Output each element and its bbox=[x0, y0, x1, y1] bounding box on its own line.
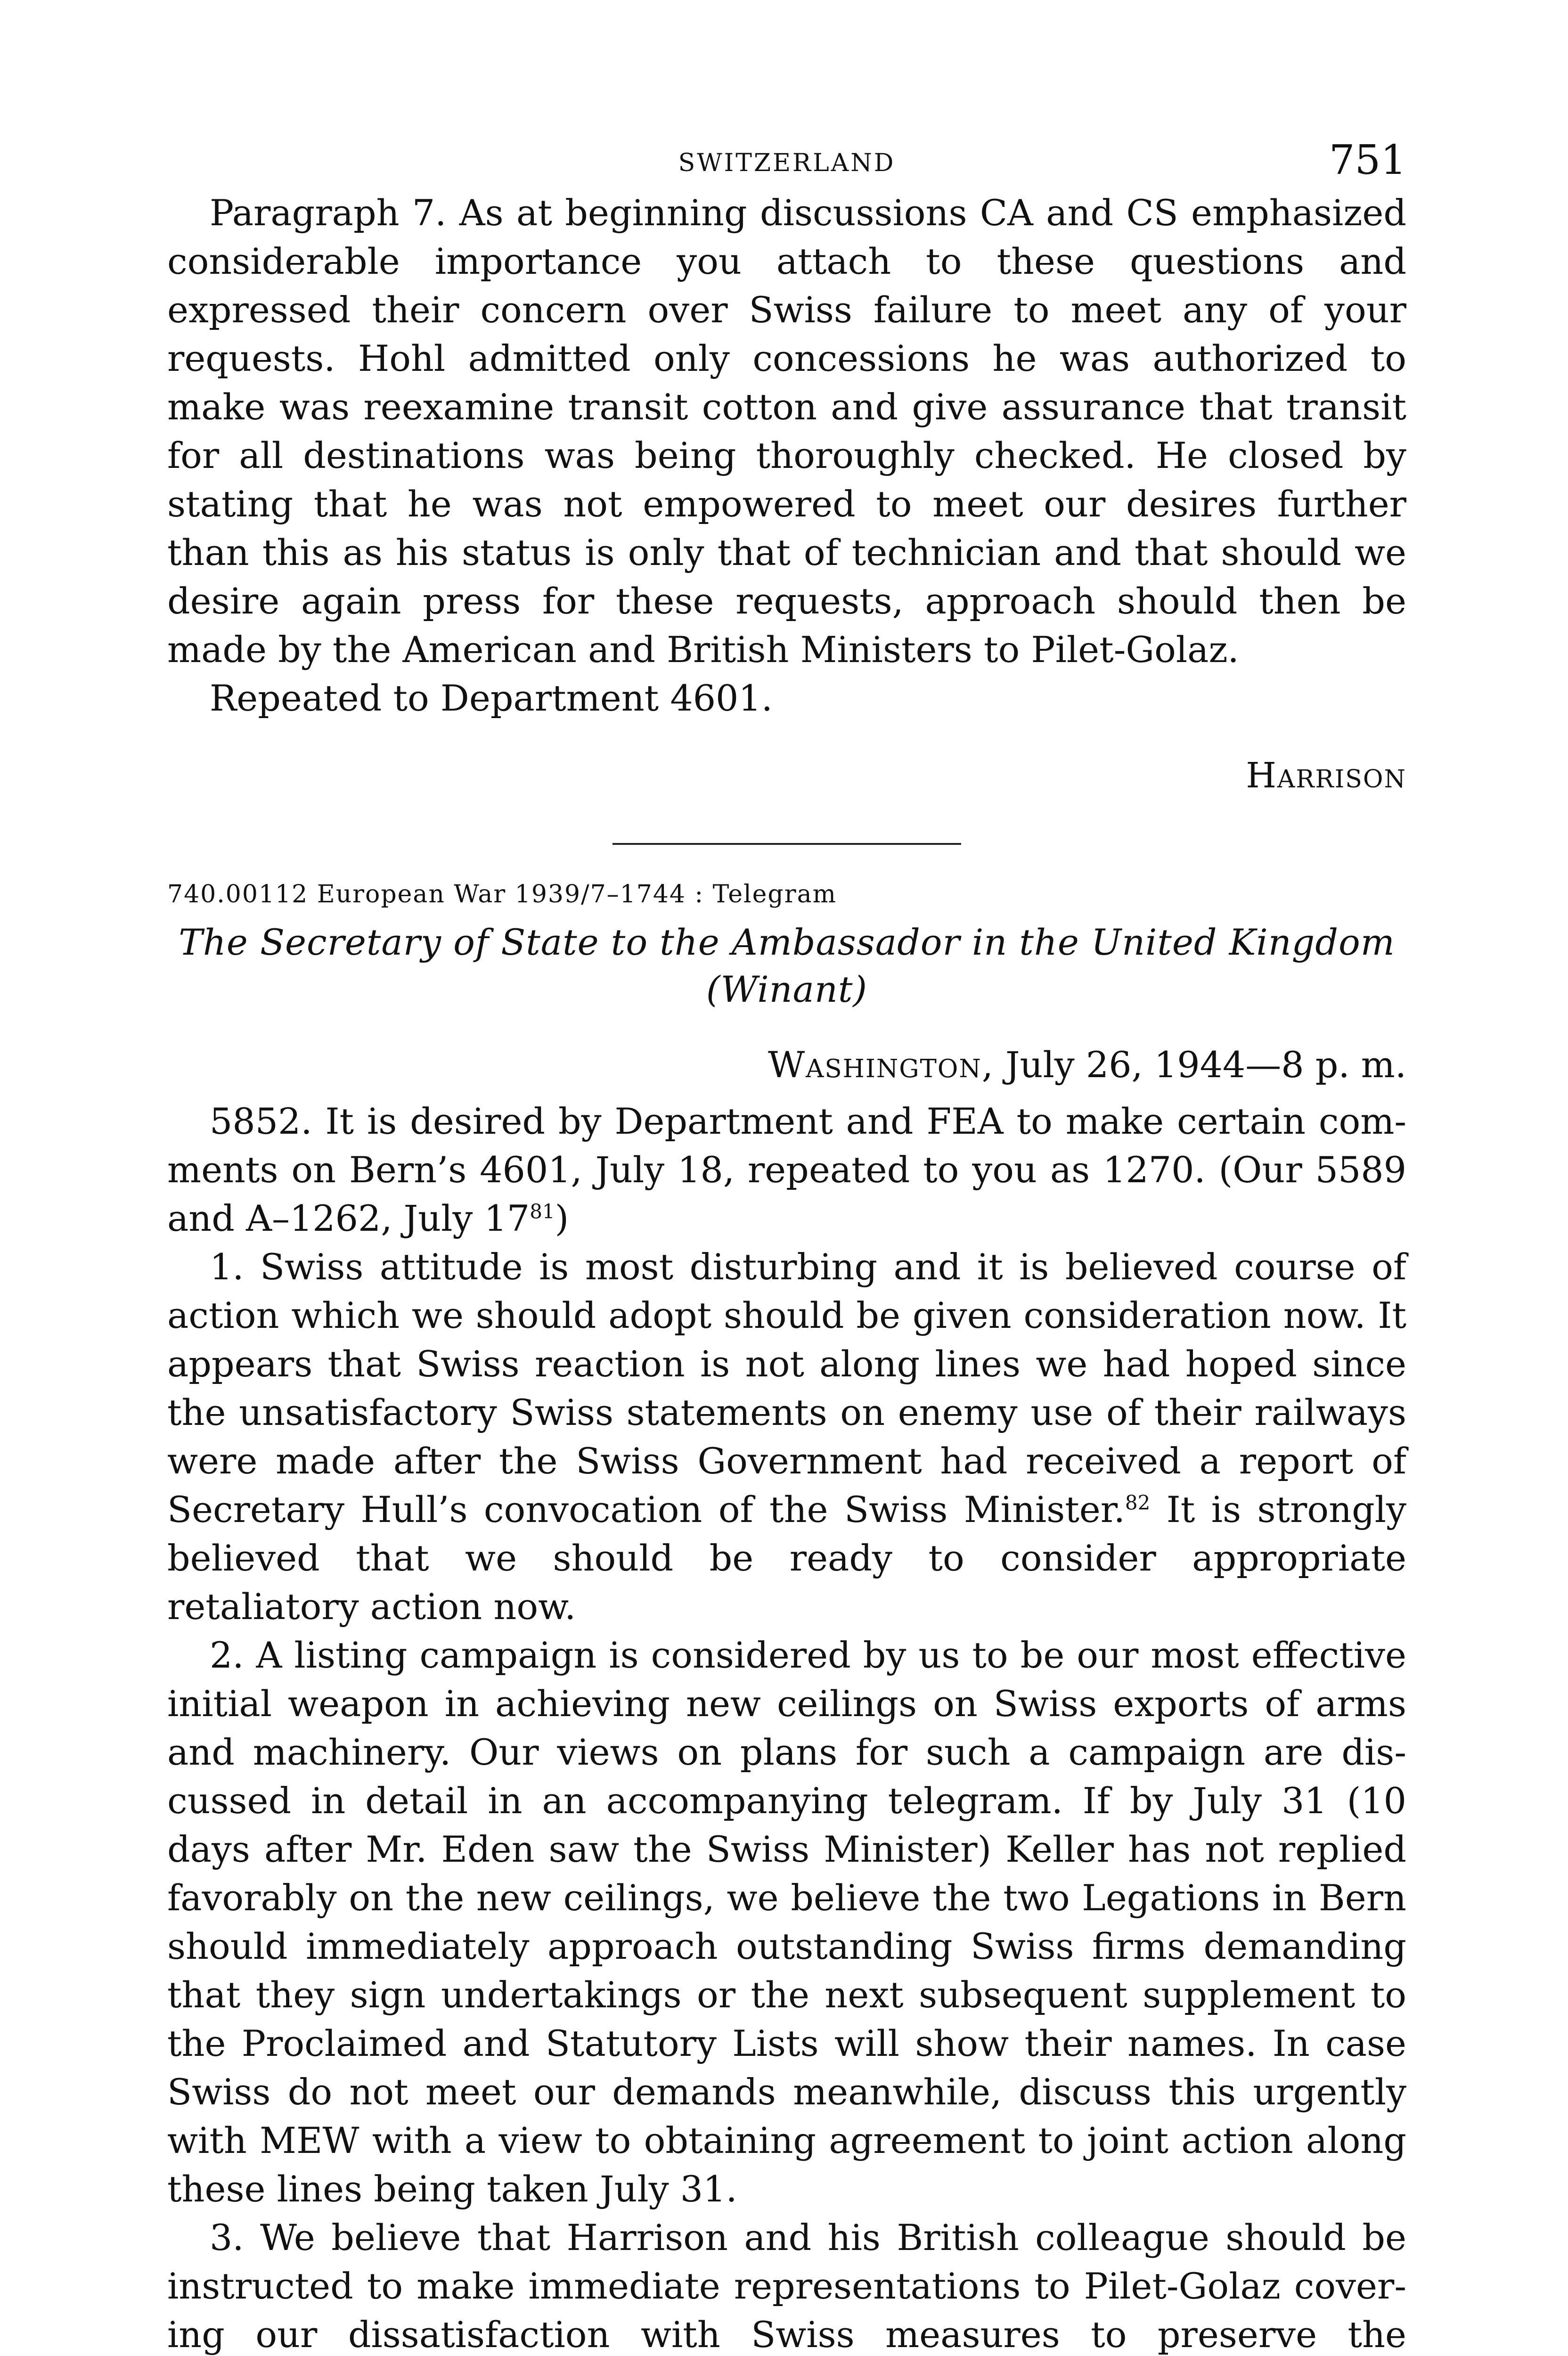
repeated-note: Repeated to Department 4601. bbox=[210, 677, 773, 719]
intro-text: 5852. It is desired by Department and FEA to make certain comments on Bern’s 4601, July 18, repeated to you as 1270. (Our 5589 and A–1262, July 17 bbox=[167, 1100, 1406, 1239]
document-title-line-2: (Winant) bbox=[706, 968, 868, 1010]
previous-telegram-continuation bbox=[167, 188, 1406, 796]
point-1 bbox=[167, 1243, 1406, 1631]
point-3: 3. We believe that Harrison and his British colleague should be instructed to make immediate representations to Pilet-Golaz covering our dissatisfaction with Swiss measures to preserve the bbox=[167, 2217, 1406, 2356]
page-number: 751 bbox=[1329, 137, 1406, 184]
point-1-text: 1. Swiss attitude is most disturbing and it is believed course of action which we should adopt should be given consideration now. It appears that Swiss reaction is not along lines we had hoped since the unsatisfactory Swiss statements on enemy use of their railways were made after the Swiss Government had received a report of Secretary Hull’s convocation of the Swiss Minister. bbox=[167, 1246, 1406, 1530]
telegram-body bbox=[167, 1097, 1406, 2356]
dateline-date: July 26, 1944—8 p. m. bbox=[994, 1044, 1406, 1086]
section-divider bbox=[612, 843, 961, 845]
signature: Harrison bbox=[1246, 755, 1406, 796]
footnote-ref-82[interactable]: 82 bbox=[1125, 1491, 1151, 1514]
file-reference: 740.00112 European War 1939/7–1744 : Telegram bbox=[167, 880, 837, 908]
footnote-ref-81[interactable]: 81 bbox=[530, 1200, 555, 1223]
paragraph-7: Paragraph 7. As at beginning discussions CA and CS emphasized considerable importance you attach to these questions and expressed their concern over Swiss failure to meet any of your requests. Hohl admitted only concessions he was authorized to make was reexamine transit cotton and give assurance that transit for all destinations was being thoroughly checked. He closed by stating that he was not empowered to meet our desires further than this as his status is only that of technician and that should we desire again press for these requests, approach should then be made by the American and British Ministers to Pilet-Golaz. bbox=[167, 192, 1406, 671]
intro-close: ) bbox=[555, 1197, 569, 1239]
telegram-intro bbox=[167, 1097, 1406, 1243]
running-title: SWITZERLAND bbox=[678, 149, 896, 177]
dateline bbox=[167, 1041, 1406, 1088]
dateline-place: Washington, bbox=[768, 1044, 994, 1086]
document-title-line-1: The Secretary of State to the Ambassador in the United Kingdom bbox=[179, 921, 1395, 963]
document-page bbox=[167, 137, 1406, 2356]
point-2: 2. A listing campaign is considered by us to be our most effective initial weapon in achieving new ceilings on Swiss exports of arms and machinery. Our views on plans for such a campaign are discussed in detail in an accompanying telegram. If by July 31 (10 days after Mr. Eden saw the Swiss Minister) Keller has not replied favorably on the new ceilings, we believe the two Legations in Bern should immediately approach outstanding Swiss firms demanding that they sign undertakings or the next subsequent supplement to the Proclaimed and Statutory Lists will show their names. In case Swiss do not meet our demands meanwhile, discuss this urgently with MEW with a view to obtaining agreement to joint action along these lines being taken July 31. bbox=[167, 1634, 1406, 2210]
point-1-text-after: It is strongly believed that we should be ready to consider appropriate retaliatory action now. bbox=[167, 1489, 1406, 1628]
document-title bbox=[167, 919, 1406, 1013]
running-head bbox=[167, 137, 1406, 188]
